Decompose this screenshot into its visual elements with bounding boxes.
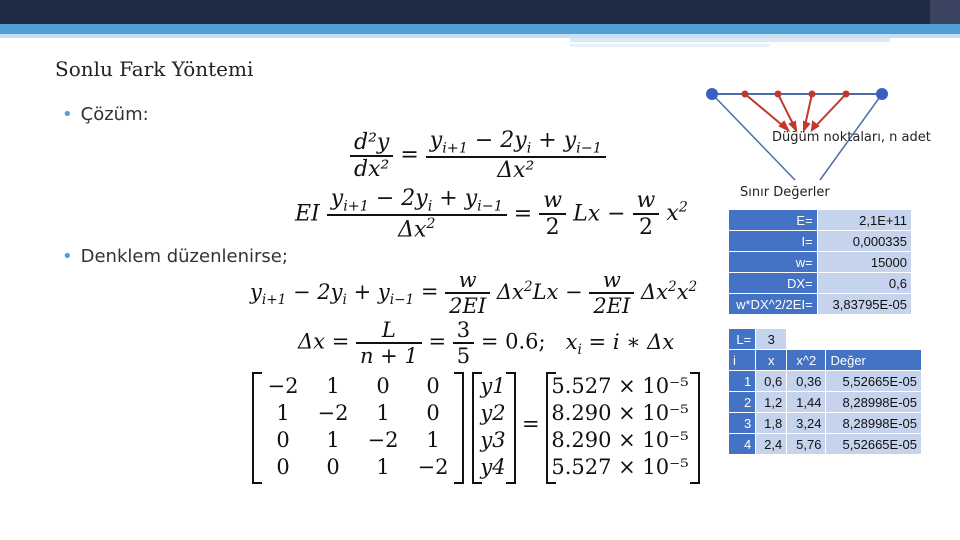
index-cell: 3 <box>729 413 756 434</box>
matrix-cell: −2 <box>367 428 399 452</box>
matrix-cell: 0 <box>276 428 290 452</box>
step-value: = 0.6; <box>480 329 546 354</box>
vector-rhs-cell: 5.527 × 10⁻⁵ <box>551 455 689 479</box>
matrix-cell: −2 <box>417 455 449 479</box>
inner-node <box>809 91 816 98</box>
matrix-cell: 0 <box>326 455 340 479</box>
value-cell: 2,4 <box>756 434 787 455</box>
matrix-cell: 0 <box>426 374 440 398</box>
x2-term: $x^2$ <box>666 200 688 227</box>
table-row <box>729 273 912 294</box>
frac-w-2ei <box>445 268 490 318</box>
header-band <box>0 0 960 24</box>
vector-rhs-cell: 8.290 × 10⁻⁵ <box>551 428 689 452</box>
param-value-cell: 15000 <box>817 252 911 273</box>
matrix-cell: 0 <box>276 455 290 479</box>
matrix-cell: −2 <box>317 401 349 425</box>
dx2-x2-term: $\Delta x^2x^2$ <box>641 278 698 304</box>
results-table <box>728 328 922 455</box>
frac-difference <box>327 186 507 243</box>
lhs-difference: $y_{i+1} - 2y_i + y_{i-1}$ <box>250 279 415 308</box>
matrix-cell: 0 <box>426 401 440 425</box>
matrix-cell: 1 <box>276 401 290 425</box>
frac-w-2 <box>633 188 660 240</box>
vector-y-cell: y4 <box>480 455 506 479</box>
value-cell: 3,24 <box>787 413 826 434</box>
frac-difference <box>426 128 606 183</box>
matrix-cell: 0 <box>376 374 390 398</box>
table-row <box>729 413 922 434</box>
table-header-row <box>729 350 922 371</box>
equation-beam <box>295 186 688 243</box>
frac-denominator: 2EI <box>593 294 631 318</box>
bullet-dot: • <box>62 246 73 267</box>
frac-w-2ei <box>589 268 634 318</box>
slide-title: Sonlu Fark Yöntemi <box>55 57 254 81</box>
vector-rhs-cell: 5.527 × 10⁻⁵ <box>551 374 689 398</box>
vector-y-cell: y3 <box>480 428 506 452</box>
inner-node <box>843 91 850 98</box>
frac-denominator: 2 <box>638 215 653 241</box>
boundary-values-label: Sınır Değerler <box>740 185 830 200</box>
frac-numerator: 3 <box>453 318 474 344</box>
vector-y-cell: y1 <box>480 374 506 398</box>
value-cell: 0,36 <box>787 371 826 392</box>
lx-term: Lx − <box>573 201 626 227</box>
vector-rhs-right-bracket <box>690 372 700 484</box>
header-cell: i <box>729 350 756 371</box>
param-key-cell: I= <box>729 231 818 252</box>
equals-sign: = <box>428 329 453 354</box>
frac-denominator: 2EI <box>449 294 487 318</box>
frac-l-n1 <box>356 318 422 368</box>
bullet-rearranged-text: Denklem düzenlenirse; <box>80 246 288 267</box>
param-value-cell: 2,1E+11 <box>817 210 911 231</box>
frac-denominator: 2 <box>545 215 560 241</box>
frac-denominator: $\Delta x^2$ <box>398 216 436 243</box>
parameters-table <box>728 209 912 315</box>
dx-symbol: Δx <box>298 329 326 354</box>
matrix-cell: 1 <box>426 428 440 452</box>
value-cell: 1,8 <box>756 413 787 434</box>
header-cell: x^2 <box>787 350 826 371</box>
header-edge <box>930 0 960 24</box>
frac-numerator: d²y <box>350 130 393 157</box>
equals-sign: = <box>522 412 540 436</box>
header-cell: x <box>756 350 787 371</box>
table-row <box>729 371 922 392</box>
index-cell: 1 <box>729 371 756 392</box>
param-value-cell: 0,6 <box>817 273 911 294</box>
table-row <box>729 252 912 273</box>
param-key-cell: w*DX^2/2EI= <box>729 294 818 315</box>
equation-rearranged <box>250 268 697 318</box>
matrix-cell: −2 <box>267 374 299 398</box>
param-value-cell: 3,83795E-05 <box>817 294 911 315</box>
param-key-cell: E= <box>729 210 818 231</box>
node-arrows <box>745 94 846 130</box>
l-label-cell: L= <box>729 329 756 350</box>
value-cell: 8,28998E-05 <box>826 413 922 434</box>
param-key-cell: w= <box>729 252 818 273</box>
equals-sign: = <box>420 279 446 304</box>
l-value-cell: 3 <box>756 329 787 350</box>
vector-rhs-cell: 8.290 × 10⁻⁵ <box>551 401 689 425</box>
frac-denominator: dx² <box>354 156 390 182</box>
equation-step-size <box>298 318 674 368</box>
equals-sign: = <box>513 201 540 227</box>
bullet-solution-text: Çözüm: <box>80 104 149 125</box>
matrix-cell: 1 <box>376 455 390 479</box>
equals-sign: = <box>331 329 356 354</box>
bullet-rearranged <box>62 246 288 267</box>
table-row <box>729 294 912 315</box>
end-node-left <box>706 88 718 100</box>
frac-denominator: Δx² <box>497 158 535 184</box>
value-cell: 5,52665E-05 <box>826 371 922 392</box>
header-accent-bar <box>570 38 890 42</box>
value-cell: 5,52665E-05 <box>826 434 922 455</box>
value-cell: 8,28998E-05 <box>826 392 922 413</box>
frac-denominator: 5 <box>456 344 471 368</box>
node-label: Düğüm noktaları, n adet <box>772 130 931 145</box>
table-row <box>729 231 912 252</box>
inner-node <box>742 91 749 98</box>
frac-numerator: w <box>633 188 660 215</box>
blank-cell <box>787 329 826 350</box>
frac-numerator: w <box>589 268 634 294</box>
equals-sign: = <box>400 142 426 168</box>
frac-numerator: w <box>445 268 490 294</box>
table-row <box>729 392 922 413</box>
frac-numerator: w <box>539 188 566 215</box>
param-value-cell: 0,000335 <box>817 231 911 252</box>
frac-numerator: $y_{i+1} - 2y_i + y_{i-1}$ <box>426 128 606 158</box>
xi-definition: $x_i = i$ ∗ Δx <box>552 329 675 358</box>
frac-w-2 <box>539 188 566 240</box>
header-accent-line <box>0 24 960 34</box>
equation-second-derivative <box>350 128 606 183</box>
header-accent-bar-small <box>570 44 770 47</box>
value-cell: 0,6 <box>756 371 787 392</box>
table-row <box>729 434 922 455</box>
matrix-cell: 1 <box>326 374 340 398</box>
inner-node <box>775 91 782 98</box>
frac-numerator: $y_{i+1} - 2y_i + y_{i-1}$ <box>327 186 507 216</box>
frac-d2y-dx2 <box>350 130 393 182</box>
value-cell: 5,76 <box>787 434 826 455</box>
end-node-right <box>876 88 888 100</box>
table-row <box>729 210 912 231</box>
bullet-dot: • <box>62 104 73 125</box>
frac-numerator: L <box>356 318 422 344</box>
value-cell: 1,44 <box>787 392 826 413</box>
matrix-cell: 1 <box>326 428 340 452</box>
blank-cell <box>826 329 922 350</box>
header-cell: Değer <box>826 350 922 371</box>
frac-denominator: n + 1 <box>359 344 418 368</box>
dx2-lx-term: $\Delta x^2Lx$ − <box>496 278 583 304</box>
param-key-cell: DX= <box>729 273 818 294</box>
bullet-solution <box>62 104 149 125</box>
frac-3-5 <box>453 318 474 368</box>
index-cell: 4 <box>729 434 756 455</box>
ei-symbol: EI <box>295 201 320 227</box>
index-cell: 2 <box>729 392 756 413</box>
matrix-cell: 1 <box>376 401 390 425</box>
vector-y-cell: y2 <box>480 401 506 425</box>
value-cell: 1,2 <box>756 392 787 413</box>
table-row <box>729 329 922 350</box>
